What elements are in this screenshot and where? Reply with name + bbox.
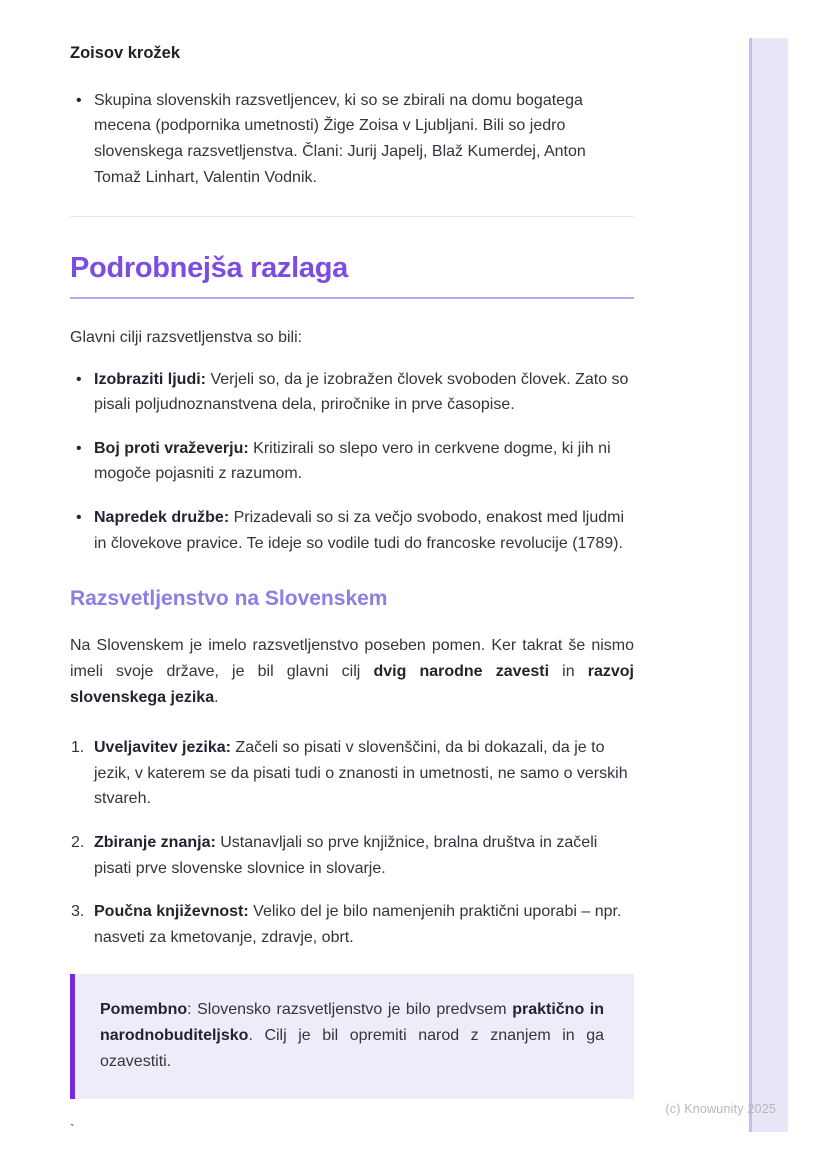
list-item: • Boj proti vraževerju: Kritizirali so slepo vero in cerkvene dogme, ki jih ni mogoče pojasniti z razumom.	[70, 436, 634, 487]
goals-intro-text: Glavni cilji razsvetljenstva so bili:	[70, 329, 303, 347]
list-item: • Skupina slovenskih razsvetljencev, ki so se zbirali na domu bogatega mecena (podpornika umetnosti) Žige Zoisa v Ljubljani. Bili so jedro slovenskega razsvetljenstva. Člani: Jurij Japelj, Blaž Kumerdej, Anton Tomaž Linhart, Valentin Vodnik.	[70, 88, 634, 190]
slovene-paragraph: Na Slovenskem je imelo razsvetljenstvo poseben pomen. Ker takrat še nismo imeli svoje države, je bil glavni cilj dvig narodne zavesti in razvoj slovenskega jezika.	[70, 637, 634, 707]
intro-list	[70, 88, 634, 190]
numbered-list	[70, 735, 634, 950]
intro-heading: Zoisov krožek	[70, 44, 181, 62]
list-item: Uveljavitev jezika: Začeli so pisati v slovenščini, da bi dokazali, da je to jezik, v katerem se da pisati tudi o znanosti in umetnosti, ne samo o verskih stvareh.	[94, 739, 628, 808]
list-item: • Izobraziti ljudi: Verjeli so, da je izobražen človek svoboden človek. Zato so pisali poljudnoznanstvena dela, priročnike in prve časopise.	[70, 367, 634, 418]
list-item: • Napredek družbe: Prizadevali so si za večjo svobodo, enakost med ljudmi in človekove pravice. Te ideje so vodile tudi do francoske revolucije (1789).	[70, 505, 634, 556]
section-heading: Razsvetljenstvo na Slovenskem	[70, 587, 388, 611]
scrollbar-track[interactable]	[749, 38, 788, 1132]
list-item: Zbiranje znanja: Ustanavljali so prve knjižnice, bralna društva in začeli pisati prve slovenske slovnice in slovarje.	[94, 833, 598, 877]
section-divider	[70, 216, 634, 217]
list-item: Poučna književnost: Veliko del je bilo namenjenih praktični uporabi – npr. nasveti za kmetovanje, zdravje, obrt.	[94, 903, 622, 946]
callout-important	[70, 974, 634, 1099]
copyright-text: (c) Knowunity 2025	[665, 1102, 776, 1116]
callout-text: Pomembno: Slovensko razsvetljenstvo je bilo predvsem praktično in narodnobuditeljsko. Cilj je bil opremiti narod z znanjem in ga ozavestiti.	[100, 1001, 604, 1071]
document-content	[70, 0, 634, 1137]
goals-list	[70, 367, 634, 557]
page-title: Podrobnejša razlaga	[70, 253, 634, 299]
stray-character: `	[70, 1121, 75, 1137]
